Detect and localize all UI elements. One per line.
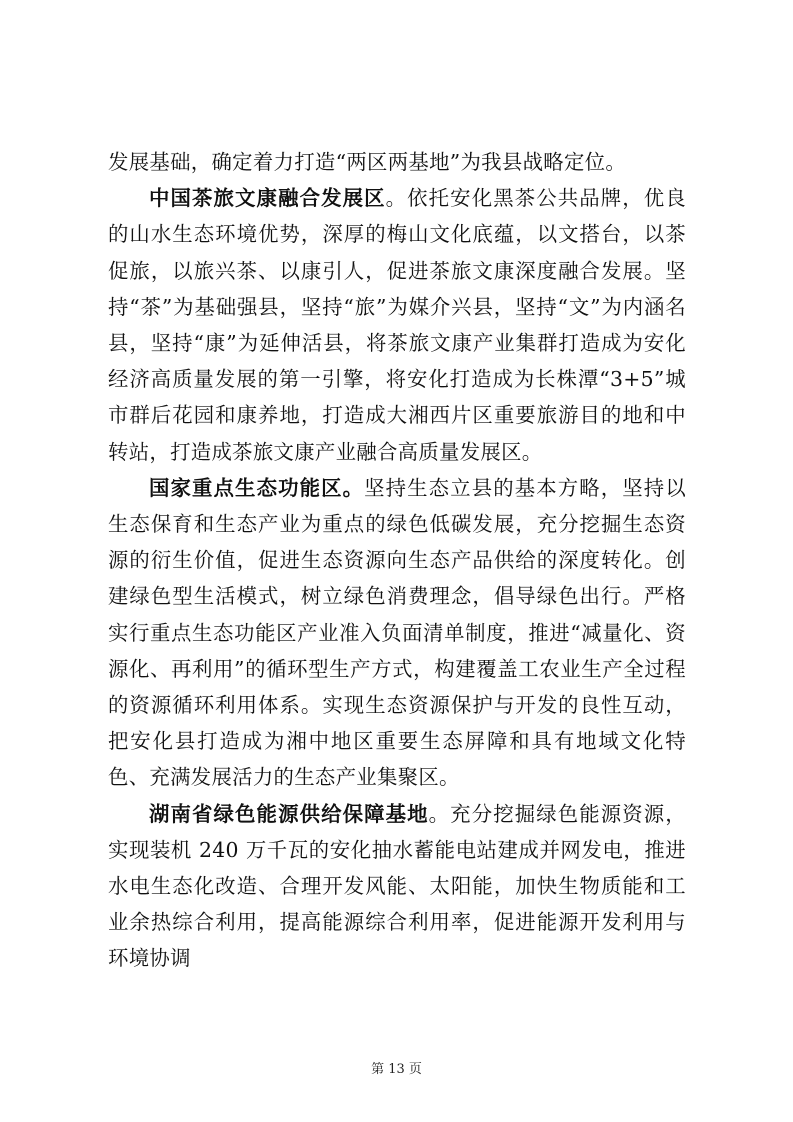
paragraph-lead: 湖南省绿色能源供给保障基地 xyxy=(149,801,429,826)
paragraph-tea-tourism-zone xyxy=(108,180,686,470)
paragraph-lead: 中国茶旅文康融合发展区 xyxy=(149,186,386,211)
document-body xyxy=(108,144,686,977)
paragraph-text: 坚持生态立县的基本方略，坚持以生态保育和生态产业为重点的绿色低碳发展，充分挖掘生态资源的衍生价值，促进生态资源向生态产品供给的深度转化。创建绿色型生活模式，树立绿色消费理念，倡导绿色出行。严格实行重点生态功能区产业准入负面清单制度，推进“减量化、资源化、再利用”的循环型生产方式，构建覆盖工农业生产全过程的资源循环利用体系。实现生态资源保护与开发的良性互动，把安化县打造成为湘中地区重要生态屏障和具有地域文化特色、充满发展活力的生态产业集聚区。 xyxy=(108,475,687,790)
page-number: 第 13 页 xyxy=(371,1062,422,1077)
paragraph-text: 。充分挖掘绿色能源资源，实现装机 240 万千瓦的安化抽水蓄能电站建成并网发电，推进水电生态化改造、合理开发风能、太阳能，加快生物质能和工业余热综合利用，提高能源综合利用率，促进能源开发利用与环境协调 xyxy=(108,801,686,971)
paragraph-lead: 国家重点生态功能区。 xyxy=(149,475,365,500)
paragraph-ecological-zone xyxy=(108,470,686,796)
paragraph-green-energy-base xyxy=(108,796,686,977)
paragraph-text: 发展基础，确定着力打造“两区两基地”为我县战略定位。 xyxy=(108,150,627,174)
paragraph-continuation xyxy=(108,144,686,180)
paragraph-text: 。依托安化黑茶公共品牌，优良的山水生态环境优势，深厚的梅山文化底蕴，以文搭台，以茶促旅，以旅兴茶、以康引人，促进茶旅文康深度融合发展。坚持“茶”为基础强县，坚持“旅”为媒介兴县，坚持“文”为内涵名县，坚持“康”为延伸活县，将茶旅文康产业集群打造成为安化经济高质量发展的第一引擎，将安化打造成为长株潭“3+5”城市群后花园和康养地，打造成大湘西片区重要旅游目的地和中转站，打造成茶旅文康产业融合高质量发展区。 xyxy=(108,186,686,464)
